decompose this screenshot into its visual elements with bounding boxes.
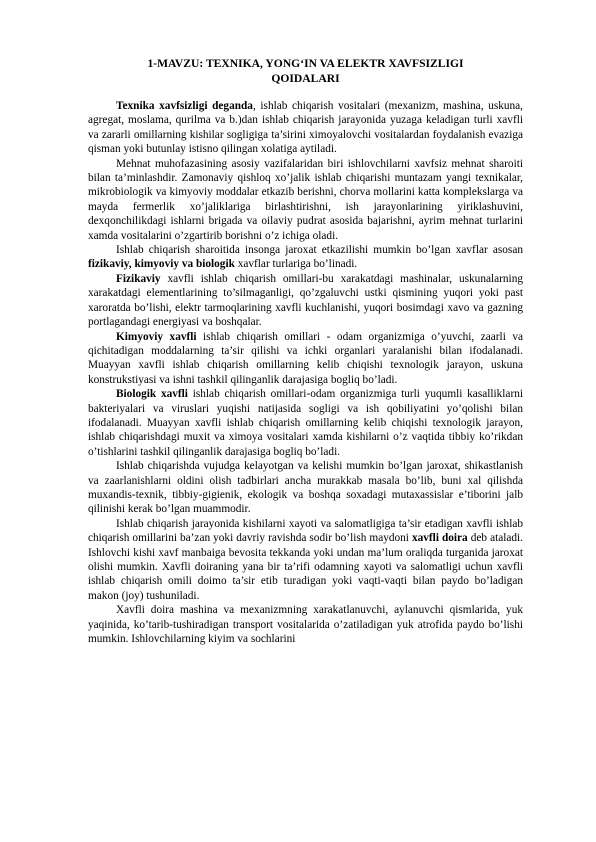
document-page — [88, 56, 523, 646]
term-texnika-xavfsizligi: Texnika xavfsizligi deganda — [116, 100, 253, 112]
paragraph-text: ishlab chiqarish omillari-odam organizmiga turli yuqumli kasalliklarni bakteriyalari va viruslari yuqishi natijasida sogligi va ish qobiliyatini yo’qolishi bilan ifodalanadi. Muayyan xavfli ishlab chiqarish omillarning kelib chiqishi texnologik jarayon, ishlab chiqarishdagi muxit va ximoya vositalari xamda kishilarni o’z vaqtida tibbiy ko’rikdan o’tishlarini tashkil qilinganlik darajasiga bogliq bo’ladi. — [88, 388, 523, 458]
title-line-1: 1-MAVZU: TEXNIKA, YONG‘IN VA ELEKTR XAVFSIZLIGI — [147, 57, 464, 70]
title-line-2: QOIDALARI — [271, 72, 340, 85]
paragraph-text: Xavfli doira mashina va mexanizmning xarakatlanuvchi, aylanuvchi qismlarida, yuk yaqinida, ko’tarib-tushiradigan transport vositalarida o’zatiladigan yuk atrofida paydo bo’lishi mumkin. Ishlovchilarning kiyim va sochlarini — [88, 604, 523, 646]
term-kimyoviy-xavfli: Kimyoviy xavfli — [116, 330, 197, 343]
term-xavf-turlari: fizikaviy, kimyoviy va biologik — [88, 258, 235, 271]
paragraph-text: , ishlab chiqarish vositalari (mexanizm, mashina, uskuna, agregat, moslama, qurilma va b.)dan ishlab chiqarish jarayonida yuzaga keladigan turli xavfli va zararli omillarning kishilar sogligiga ta’sirini ximoyalovchi vositalardan foydalanish evaziga qisman yoki butunlay istisno qilingan xolatiga aytiladi. — [88, 100, 523, 156]
term-fizikaviy: Fizikaviy — [116, 272, 161, 285]
paragraph-texnika-xavfsizligi — [88, 99, 523, 157]
paragraph-mehnat-muhofazasi — [88, 157, 523, 243]
term-biologik-xavfli: Biologik xavfli — [116, 388, 188, 401]
paragraph-xavfli-doira-joylari — [88, 603, 523, 646]
paragraph-text: Ishlab chiqarishda vujudga kelayotgan va kelishi mumkin bo’lgan jaroxat, shikastlanish va zaarlanishlarni oldini olish tadbirlari ancha murakkab masala bo’lib, buni xal qilishda muxandis-texnik, tibbiy-gigienik, ekologik va boshqa soxadagi mutaxassislar e’tiborini jalb qilinishi kerak bo’lgan muammodir. — [88, 460, 523, 516]
paragraph-text: Mehnat muhofazasining asosiy vazifalaridan biri ishlovchilarni xavfsiz mehnat sharoiti bilan ta’minlashdir. Zamonaviy qishloq xo’jalik ishlab chiqarishi muntazam yangi texnikalar, mikrobiologik va kimyoviy moddalar etkazib berishni, chorva mollarini katta komplekslarga va mayda fermerlik xo’jaliklariga birlashtirishni, ish jarayonlarining yiriklashuvini, dexqonchilikdagi ishlarni brigada va oilaviy pudrat asosida bajarishni, ayrim mehnat turlarini xamda vositalarini o’zgartirib borishni o’z ichiga oladi. — [88, 157, 523, 242]
paragraph-fizikaviy — [88, 272, 523, 330]
paragraph-text: ishlab chiqarish omillari - odam organizmiga o’yuvchi, zaarli va qichitadigan moddalarning ta’sir qilishi va ichki organlari yaralanishi bilan ifodalanadi. Muayyan xavfli ishlab chiqarish omillarning kelib chiqishi texnologik jarayon, uskuna konstrukstiyasi va ishni tashkil qilinganlik darajasiga bogliq bo’ladi. — [88, 330, 523, 386]
paragraph-biologik — [88, 387, 523, 459]
paragraph-xavfli-doira — [88, 517, 523, 603]
paragraph-text: Ishlab chiqarish jarayonida kishilarni xayoti va salomatligiga ta’sir etadigan xavfli ishlab chiqarish omillarini ba’zan yoki davriy ravishda sodir bo’lish maydoni — [88, 517, 523, 545]
paragraph-kimyoviy — [88, 330, 523, 388]
paragraph-text-tail: xavflar turlariga bo’linadi. — [234, 258, 358, 271]
term-xavfli-doira: xavfli doira — [411, 532, 468, 545]
paragraph-text-tail: deb ataladi. Ishlovchi kishi xavf manbaiga bevosita tekkanda yoki undan ma’lum oraliqda turganida jaroxat olishi mumkin. Xavfli doiraning yana bir ta’rifi odamning xayoti va salomatligi uchun xavfli ishlab chiqarish omili doimo ta’sir etib turadigan yoki vaqti-vaqti bilan paydo bo’ladigan makon (joy) tushuniladi. — [88, 532, 523, 602]
page-title — [88, 56, 523, 86]
paragraph-xavflar-turlari — [88, 243, 523, 272]
paragraph-text: xavfli ishlab chiqarish omillari-bu xarakatdagi mashinalar, uskunalarning xarakatdagi elementlarining to’silmaganligi, qo’zgaluvchi ustki qismining yuqori yoki past xaroratda bo’lishi, elektr tarmoqlarining xavfli kuchlanishi, yuqori bosimdagi xavo va gazning portlagandagi energiyasi va boshqalar. — [88, 272, 523, 329]
paragraph-text: Ishlab chiqarish sharoitida insonga jaroxat etkazilishi mumkin bo’lgan xavflar asosan — [116, 244, 523, 257]
paragraph-jaroxat-oldini-olish — [88, 459, 523, 517]
